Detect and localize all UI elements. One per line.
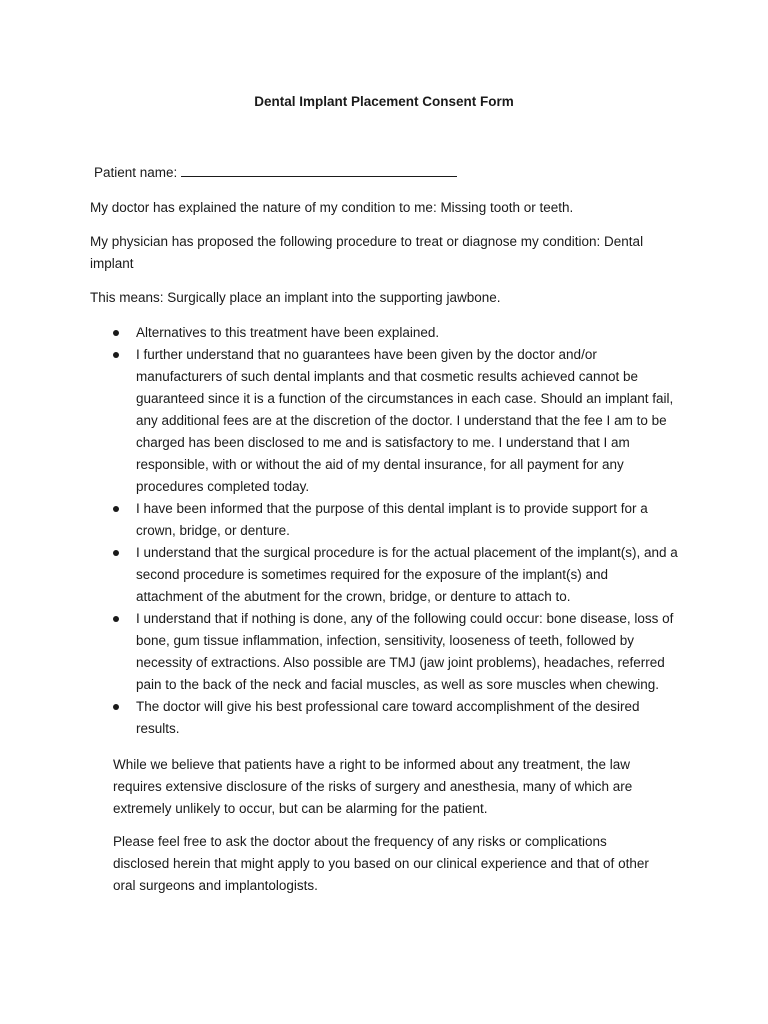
list-item-text: Alternatives to this treatment have been explained. — [136, 325, 440, 340]
list-item — [113, 322, 678, 344]
list-item-text: I understand that if nothing is done, any of the following could occur: bone disease, loss of bone, gum tissue inflammation, infection, sensitivity, looseness of teeth, followed by necessity of extractions. Also possible are TMJ (jaw joint problems), headaches, referred pain to the back of the neck and facial muscles, as well as sore muscles when chewing. — [136, 611, 674, 692]
bullet-icon — [113, 616, 119, 622]
procedure-paragraph: My physician has proposed the following procedure to treat or diagnose my condition: Dental implant — [90, 234, 644, 271]
list-item — [113, 344, 678, 498]
list-item — [113, 542, 678, 608]
document-title: Dental Implant Placement Consent Form — [254, 94, 514, 109]
bullet-icon — [113, 330, 119, 336]
list-item — [113, 696, 678, 740]
patient-name-field[interactable] — [181, 163, 457, 177]
consent-bullet-list — [113, 322, 678, 740]
bullet-icon — [113, 352, 119, 358]
bullet-icon — [113, 704, 119, 710]
list-item — [113, 608, 678, 696]
questions-paragraph: Please feel free to ask the doctor about the frequency of any risks or complications disclosed herein that might apply to you based on our clinical experience and that of other oral surgeons and implantologists. — [113, 834, 649, 893]
patient-name-label: Patient name: — [94, 165, 178, 180]
disclosure-paragraph: While we believe that patients have a right to be informed about any treatment, the law requires extensive disclosure of the risks of surgery and anesthesia, many of which are extremely unlikely to occur, but can be alarming for the patient. — [113, 757, 633, 816]
patient-name-row — [94, 163, 457, 180]
list-item-text: The doctor will give his best professional care toward accomplishment of the desired results. — [136, 699, 640, 736]
list-item-text: I have been informed that the purpose of this dental implant is to provide support for a crown, bridge, or denture. — [136, 501, 648, 538]
means-paragraph: This means: Surgically place an implant into the supporting jawbone. — [90, 290, 501, 305]
list-item — [113, 498, 678, 542]
condition-paragraph: My doctor has explained the nature of my condition to me: Missing tooth or teeth. — [90, 200, 574, 215]
bullet-icon — [113, 506, 119, 512]
bullet-icon — [113, 550, 119, 556]
list-item-text: I understand that the surgical procedure is for the actual placement of the implant(s), and a second procedure is sometimes required for the exposure of the implant(s) and attachment of the abutment for the crown, bridge, or denture to attach to. — [136, 545, 678, 604]
list-item-text: I further understand that no guarantees have been given by the doctor and/or manufacturers of such dental implants and that cosmetic results achieved cannot be guaranteed since it is a function of the circumstances in each case. Should an implant fail, any additional fees are at the discretion of the doctor. I understand that the fee I am to be charged has been disclosed to me and is satisfactory to me. I understand that I am responsible, with or without the aid of my dental insurance, for all payment for any procedures completed today. — [136, 347, 674, 494]
